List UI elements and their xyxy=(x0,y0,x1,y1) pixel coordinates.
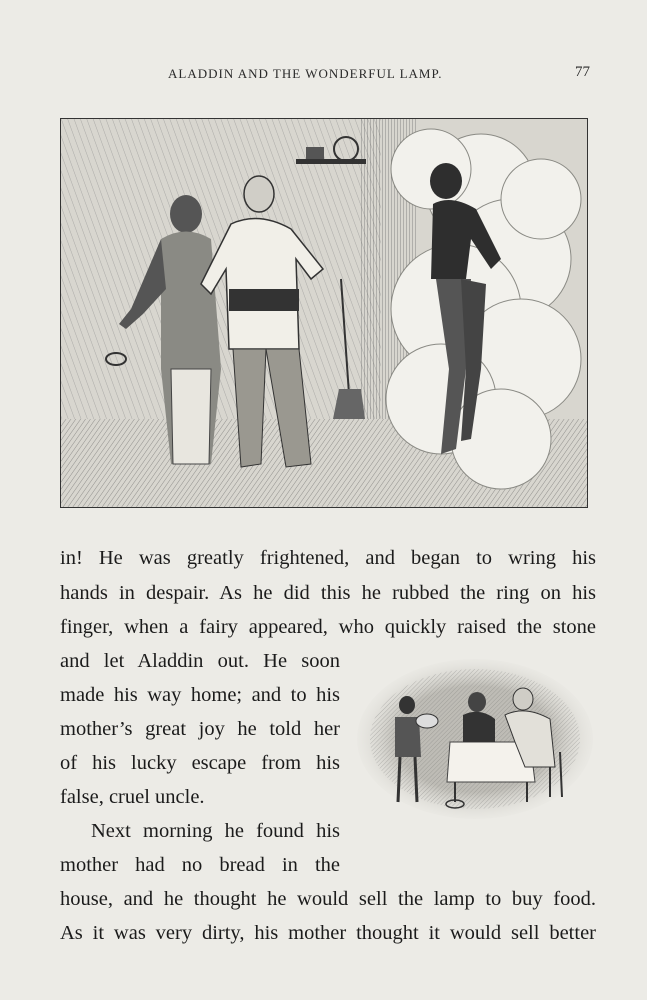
text-line-5: made his way home; and to his xyxy=(60,684,340,706)
vignette-table-scene xyxy=(355,657,595,822)
engraving-genie-appears xyxy=(60,118,588,508)
text-line-4: and let Aladdin out. He soon xyxy=(60,650,340,672)
text-line-6: mother’s great joy he told her xyxy=(60,718,340,740)
text-line-7: of his lucky escape from his xyxy=(60,752,340,774)
text-line-2: hands in despair. As he did this he rubbed the ring on his xyxy=(60,582,596,604)
text-line-9: Next morning he found his xyxy=(91,820,340,842)
page-number: 77 xyxy=(575,64,590,80)
text-line-1: in! He was greatly frightened, and began to wring his xyxy=(60,547,596,569)
text-line-11: house, and he thought he would sell the lamp to buy food. xyxy=(60,888,596,910)
text-line-10: mother had no bread in the xyxy=(60,854,340,876)
running-header: ALADDIN AND THE WONDERFUL LAMP. xyxy=(168,66,443,81)
text-line-12: As it was very dirty, his mother thought it would sell better xyxy=(60,922,596,944)
text-line-8: false, cruel uncle. xyxy=(60,786,205,808)
text-line-3: finger, when a fairy appeared, who quickly raised the stone xyxy=(60,616,596,638)
